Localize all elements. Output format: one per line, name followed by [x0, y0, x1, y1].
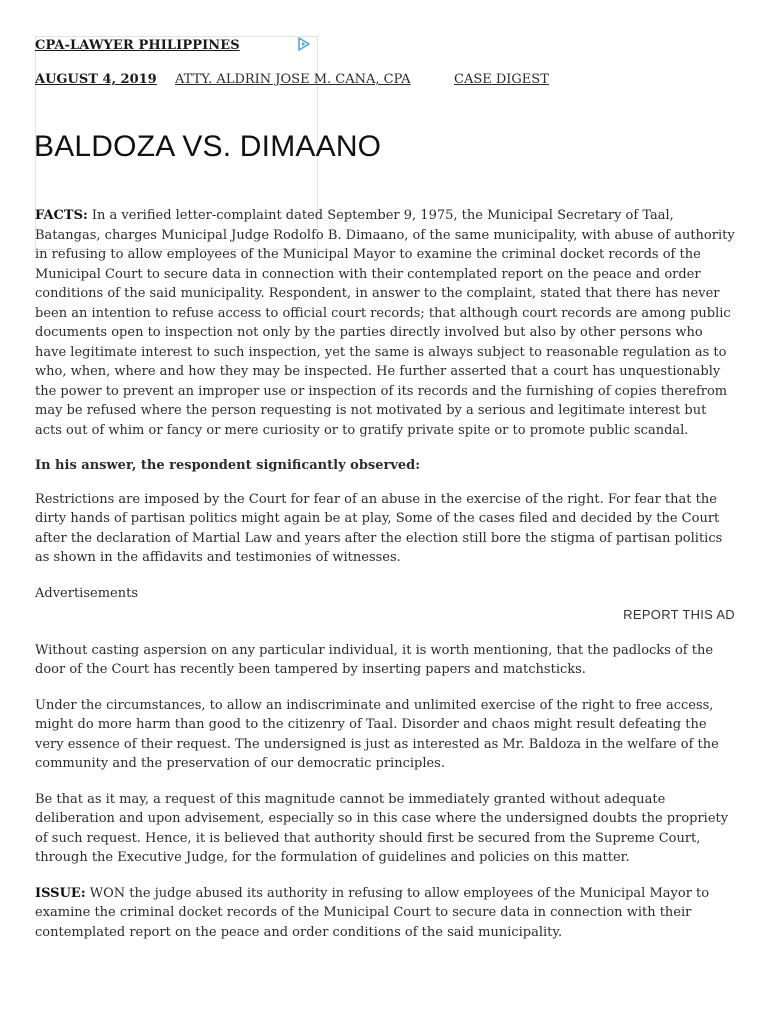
be-that-paragraph: Be that as it may, a request of this magnitude cannot be immediately granted without adequate deliberation and upon advisement, especially so in this case where the undersigned doubts the propriety of such request. Hence, it is believed that authority should first be secured from the Supreme Court, through the Executive Judge, for the formulation of guidelines and policies on this matter. — [35, 791, 729, 865]
issue-text: WON the judge abused its authority in refusing to allow employees of the Municipal Mayor to examine the criminal docket records of the Municipal Court to secure data in connection with their contemplated report on the peace and order conditions of the said municipality. — [35, 885, 710, 940]
post-date-link[interactable]: AUGUST 4, 2019 — [35, 72, 157, 87]
adchoices-icon[interactable] — [296, 36, 316, 52]
answer-heading: In his answer, the respondent significantly observed: — [35, 458, 421, 473]
post-content — [35, 206, 735, 958]
facts-label: FACTS: — [35, 208, 88, 223]
facts-text: In a verified letter-complaint dated September 9, 1975, the Municipal Secretary of Taal, Batangas, charges Municipal Judge Rodolfo B. Dimaano, of the same municipality, with abuse of authority in refusing to allow employees of the Municipal Mayor to examine the criminal docket records of the Municipal Court to secure data in connection with their contemplated report on the peace and order conditions of the said municipality. Respondent, in answer to the complaint, stated that there has never been an intention to refuse access to official court records; that although court records are among public documents open to inspection not only by the parties directly involved but also by other persons who have legitimate interest to such inspection, yet the same is always subject to reasonable regulation as to who, when, where and how they may be inspected. He further asserted that a court has unquestionably the power to prevent an improper use or inspection of its records and the furnishing of copies therefrom may be refused where the person requesting is not motivated by a serious and legitimate interest but acts out of whim or fancy or mere curiosity or to gratify private spite or to promote public scandal. — [35, 208, 735, 438]
facts-paragraph — [35, 206, 735, 440]
circumstances-paragraph: Under the circumstances, to allow an indiscriminate and unlimited exercise of the right to free access, might do more harm than good to the citizenry of Taal. Disorder and chaos might result defeating the very essence of their request. The undersigned is just as interested as Mr. Baldoza in the welfare of the community and the preservation of our democratic principles. — [35, 697, 719, 771]
restrictions-paragraph: Restrictions are imposed by the Court for fear of an abuse in the exercise of the right. For fear that the dirty hands of partisan politics might again be at play, Some of the cases filed and decided by the Court after the declaration of Martial Law and years after the election still bore the stigma of partisan politics as shown in the affidavits and testimonies of witnesses. — [35, 491, 723, 565]
adchoices-icon-glyph — [296, 36, 316, 52]
advertisements-label: Advertisements — [35, 585, 138, 601]
site-title-link[interactable]: CPA-LAWYER PHILIPPINES — [35, 38, 240, 53]
report-ad-link[interactable]: REPORT THIS AD — [623, 607, 735, 622]
aspersion-paragraph: Without casting aspersion on any particular individual, it is worth mentioning, that the padlocks of the door of the Court has recently been tampered by inserting papers and matchsticks. — [35, 642, 714, 677]
issue-label: ISSUE: — [35, 885, 86, 901]
post-title: BALDOZA VS. DIMAANO — [34, 130, 382, 163]
post-category-link[interactable]: CASE DIGEST — [454, 72, 549, 87]
post-author-link[interactable]: ATTY. ALDRIN JOSE M. CANA, CPA — [175, 72, 411, 87]
issue-paragraph — [35, 884, 735, 943]
